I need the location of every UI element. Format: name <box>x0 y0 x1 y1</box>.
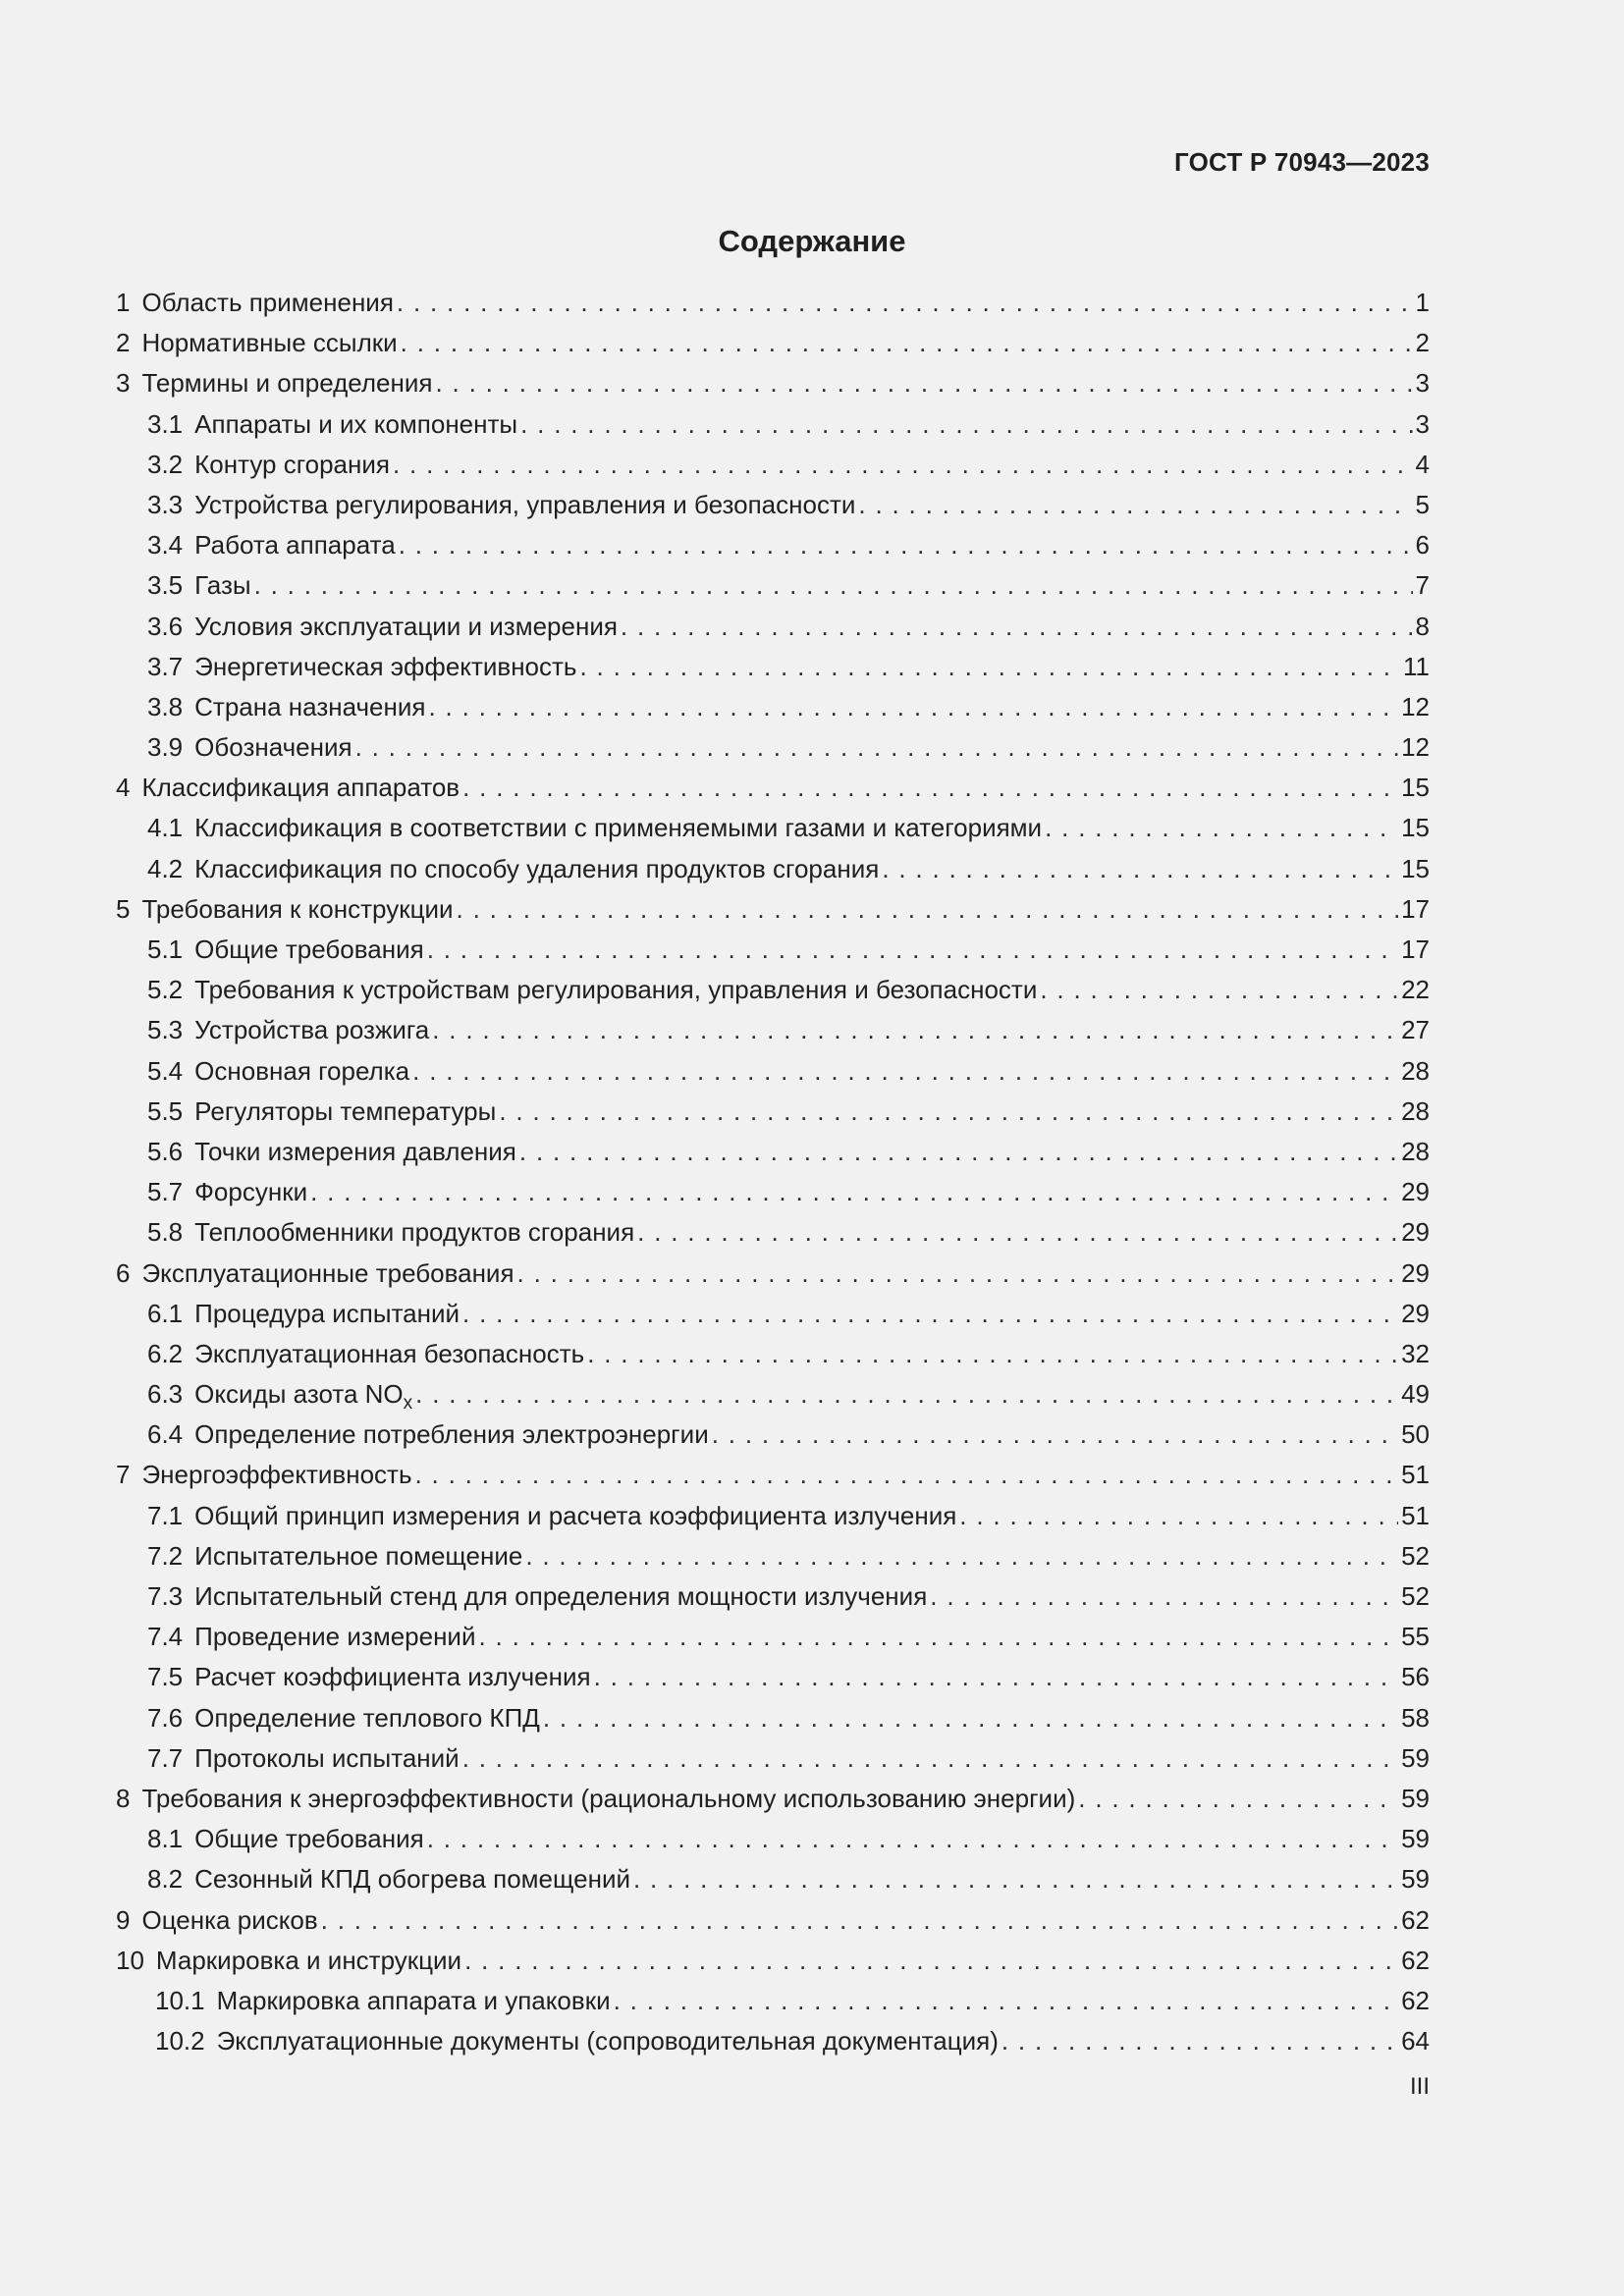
toc-entry[interactable] <box>116 1254 1430 1294</box>
toc-entry-title <box>194 727 352 768</box>
toc-entry[interactable] <box>116 727 1430 768</box>
toc-entry-page: 15 <box>1401 853 1430 883</box>
toc-entry-number: 4.2 <box>147 853 184 883</box>
toc-entry-title-text: Энергоэффективность <box>141 1460 412 1490</box>
toc-entry[interactable] <box>116 808 1430 848</box>
toc-entry-number: 6.4 <box>147 1419 184 1450</box>
toc-entry-number: 7.1 <box>147 1500 184 1530</box>
toc-entry[interactable] <box>116 323 1430 363</box>
toc-entry-title <box>141 889 453 930</box>
toc-entry[interactable] <box>116 1536 1430 1576</box>
toc-entry-number: 4.1 <box>147 813 184 843</box>
toc-entry-title <box>141 768 460 808</box>
toc-entry-title-text: Протоколы испытаний <box>194 1742 460 1773</box>
toc-dot-leader <box>401 323 1413 363</box>
toc-entry-number: 5.1 <box>147 934 184 964</box>
toc-dot-leader <box>427 930 1398 970</box>
toc-entry[interactable] <box>116 889 1430 930</box>
toc-entry-page: 29 <box>1401 1257 1430 1288</box>
toc-entry-page: 27 <box>1401 1015 1430 1045</box>
toc-entry-page: 15 <box>1401 773 1430 803</box>
toc-entry[interactable] <box>116 1010 1430 1050</box>
toc-entry[interactable] <box>116 930 1430 970</box>
toc-entry-title <box>194 1172 307 1212</box>
toc-entry-title <box>141 363 432 403</box>
toc-dot-leader <box>1078 1779 1398 1819</box>
toc-entry-page: 1 <box>1415 288 1430 317</box>
toc-entry-number: 5.6 <box>147 1136 184 1166</box>
toc-entry-number: 10 <box>116 1945 144 1975</box>
toc-entry[interactable] <box>116 525 1430 565</box>
toc-entry-title <box>194 1415 709 1455</box>
toc-entry-page: 55 <box>1401 1622 1430 1652</box>
toc-entry-title <box>194 485 855 525</box>
toc-entry-number: 3.7 <box>147 651 184 681</box>
toc-entry-number: 1 <box>116 288 131 317</box>
toc-entry[interactable] <box>116 607 1430 647</box>
toc-entry[interactable] <box>116 2021 1430 2061</box>
toc-entry-title-text: Аппараты и их компоненты <box>194 408 518 439</box>
toc-entry-page: 8 <box>1415 611 1430 641</box>
toc-entry-title-text: Требования к энергоэффективности (рациональному использованию энергии) <box>141 1783 1076 1813</box>
toc-entry-title <box>141 283 393 323</box>
toc-entry-number: 10.1 <box>155 1985 205 2015</box>
toc-entry-title <box>194 1617 475 1657</box>
toc-entry-title-text: Процедура испытаний <box>194 1298 460 1328</box>
toc-dot-leader <box>1045 808 1398 848</box>
toc-entry-title-text: Эксплуатационные документы (сопроводительная документация) <box>216 2026 999 2056</box>
toc-entry-page: 49 <box>1401 1379 1430 1410</box>
toc-entry-page: 28 <box>1401 1136 1430 1166</box>
toc-dot-leader <box>397 283 1413 323</box>
toc-entry-number: 5.7 <box>147 1177 184 1207</box>
toc-entry-number: 7.7 <box>147 1742 184 1773</box>
toc-entry-number: 3.5 <box>147 570 184 601</box>
toc-entry-number: 5.2 <box>147 975 184 1005</box>
toc-dot-leader <box>712 1415 1398 1455</box>
toc-entry-number: 3.9 <box>147 732 184 763</box>
toc-entry[interactable] <box>116 565 1430 606</box>
toc-dot-leader <box>399 525 1413 565</box>
toc-entry[interactable] <box>116 768 1430 808</box>
toc-entry-page: 12 <box>1401 732 1430 763</box>
toc-entry-title <box>141 323 397 363</box>
toc-entry-title-text: Контур сгорания <box>194 449 390 479</box>
toc-entry-page: 51 <box>1401 1460 1430 1490</box>
toc-dot-leader <box>428 687 1398 727</box>
toc-entry-page: 52 <box>1401 1540 1430 1571</box>
toc-entry[interactable] <box>116 1576 1430 1617</box>
toc-dot-leader <box>462 1294 1398 1334</box>
toc-entry-title <box>194 1092 496 1132</box>
toc-entry-title <box>194 1698 540 1738</box>
toc-entry-title-text: Обозначения <box>194 732 352 763</box>
toc-entry-title-text: Требования к конструкции <box>141 893 454 924</box>
toc-entry-page: 22 <box>1401 975 1430 1005</box>
toc-dot-leader <box>254 565 1413 606</box>
table-of-contents <box>116 283 1430 2061</box>
toc-entry-title-text: Оценка рисков <box>141 1904 318 1935</box>
toc-title: Содержание <box>718 224 906 258</box>
toc-entry-title-text: Условия эксплуатации и измерения <box>194 611 618 641</box>
toc-entry-title <box>194 607 618 647</box>
toc-entry[interactable] <box>116 1657 1430 1697</box>
toc-entry-number: 9 <box>116 1904 131 1935</box>
toc-dot-leader <box>930 1576 1398 1617</box>
toc-entry-page: 62 <box>1401 1945 1430 1975</box>
toc-entry-title <box>194 970 1037 1010</box>
toc-entry[interactable] <box>116 1092 1430 1132</box>
toc-entry-title-text: Определение потребления электроэнергии <box>194 1419 709 1450</box>
toc-entry-page: 59 <box>1401 1783 1430 1813</box>
toc-dot-leader <box>594 1657 1398 1697</box>
toc-entry[interactable] <box>116 1051 1430 1092</box>
toc-entry[interactable] <box>116 1415 1430 1455</box>
toc-entry-subscript: x <box>403 1393 413 1415</box>
toc-entry-title-text: Классификация по способу удаления продуктов сгорания <box>194 853 880 883</box>
toc-entry-title-text: Классификация аппаратов <box>141 773 460 803</box>
toc-entry-title <box>217 1981 611 2021</box>
toc-dot-leader <box>435 363 1412 403</box>
toc-entry-page: 64 <box>1401 2026 1430 2056</box>
toc-entry-number: 3 <box>116 368 131 399</box>
toc-entry-page: 58 <box>1401 1702 1430 1733</box>
toc-entry-number: 4 <box>116 773 131 803</box>
toc-entry-title <box>194 1010 429 1050</box>
toc-dot-leader <box>432 1010 1398 1050</box>
toc-entry-title <box>194 1374 412 1415</box>
toc-entry-number: 7.5 <box>147 1662 184 1692</box>
toc-entry-number: 3.1 <box>147 408 184 439</box>
toc-entry-page: 59 <box>1401 1742 1430 1773</box>
toc-entry-page: 29 <box>1401 1298 1430 1328</box>
toc-entry-number: 7.3 <box>147 1581 184 1611</box>
toc-entry[interactable] <box>116 1496 1430 1536</box>
toc-dot-leader <box>1040 970 1398 1010</box>
toc-entry-page: 32 <box>1401 1338 1430 1368</box>
toc-entry[interactable] <box>116 647 1430 687</box>
toc-entry-title-text: Точки измерения давления <box>194 1136 516 1166</box>
toc-entry-title <box>194 565 250 606</box>
toc-entry[interactable] <box>116 1859 1430 1899</box>
toc-entry-page: 29 <box>1401 1177 1430 1207</box>
toc-entry-number: 5.4 <box>147 1055 184 1086</box>
toc-entry-page: 59 <box>1401 1824 1430 1854</box>
toc-entry-page: 5 <box>1415 489 1430 519</box>
toc-entry-number: 8.2 <box>147 1864 184 1895</box>
toc-entry-title <box>194 1051 409 1092</box>
toc-entry-title-text: Работа аппарата <box>194 530 396 561</box>
toc-entry-page: 51 <box>1401 1500 1430 1530</box>
toc-entry-title <box>194 1334 584 1374</box>
toc-entry-number: 6.1 <box>147 1298 184 1328</box>
toc-entry-title <box>194 445 390 485</box>
toc-dot-leader <box>858 485 1412 525</box>
toc-entry-title <box>194 808 1042 848</box>
toc-entry-title <box>217 2021 999 2061</box>
toc-entry-title-text: Энергетическая эффективность <box>194 651 577 681</box>
toc-entry[interactable] <box>116 970 1430 1010</box>
toc-dot-leader <box>882 849 1398 889</box>
toc-entry[interactable] <box>116 1132 1430 1172</box>
toc-entry-title-text: Маркировка и инструкции <box>155 1945 462 1975</box>
toc-entry-number: 8 <box>116 1783 131 1813</box>
toc-entry-title-text: Эксплуатационные требования <box>141 1257 514 1288</box>
toc-entry[interactable] <box>116 1698 1430 1738</box>
toc-entry-number: 3.6 <box>147 611 184 641</box>
toc-entry-title-text: Регуляторы температуры <box>194 1095 497 1126</box>
toc-entry-number: 6 <box>116 1257 131 1288</box>
toc-entry[interactable] <box>116 1779 1430 1819</box>
toc-dot-leader <box>1001 2021 1398 2061</box>
toc-entry-title-text: Маркировка аппарата и упаковки <box>216 1985 611 2015</box>
toc-entry-number: 3.8 <box>147 691 184 721</box>
toc-entry[interactable] <box>116 1981 1430 2021</box>
toc-entry[interactable] <box>116 1374 1430 1415</box>
toc-entry[interactable] <box>116 1172 1430 1212</box>
toc-dot-leader <box>310 1172 1398 1212</box>
toc-entry-title-text: Общие требования <box>194 1824 424 1854</box>
toc-entry-title-text: Испытательное помещение <box>194 1540 523 1571</box>
toc-entry[interactable] <box>116 1738 1430 1779</box>
toc-dot-leader <box>321 1900 1398 1941</box>
toc-entry-title-text: Нормативные ссылки <box>141 328 398 358</box>
toc-entry[interactable] <box>116 1819 1430 1859</box>
toc-entry-title-text: Форсунки <box>194 1177 308 1207</box>
toc-entry-title <box>194 1738 460 1779</box>
toc-entry-title-text: Термины и определения <box>141 368 433 399</box>
toc-dot-leader <box>462 768 1398 808</box>
toc-dot-leader <box>525 1536 1398 1576</box>
toc-dot-leader <box>415 1455 1399 1495</box>
toc-entry-number: 5.5 <box>147 1095 184 1126</box>
toc-entry-title <box>194 1859 630 1899</box>
document-code: ГОСТ Р 70943—2023 <box>1174 147 1430 177</box>
toc-entry-page: 3 <box>1415 408 1430 439</box>
toc-entry-title-text: Общий принцип измерения и расчета коэффициента излучения <box>194 1500 957 1530</box>
toc-entry-title <box>141 1254 514 1294</box>
toc-entry-number: 7.2 <box>147 1540 184 1571</box>
toc-entry-title <box>194 1212 634 1253</box>
toc-entry-number: 3.3 <box>147 489 184 519</box>
toc-dot-leader <box>427 1819 1398 1859</box>
toc-entry-title <box>194 687 425 727</box>
toc-entry-title <box>194 1657 590 1697</box>
toc-entry-title-text: Оксиды азота NO <box>194 1379 404 1410</box>
toc-entry-page: 28 <box>1401 1095 1430 1126</box>
toc-entry-title <box>141 1455 411 1495</box>
toc-entry-page: 50 <box>1401 1419 1430 1450</box>
toc-entry-title <box>194 404 517 445</box>
toc-entry-number: 5.3 <box>147 1015 184 1045</box>
toc-entry[interactable] <box>116 1941 1430 1981</box>
toc-entry-title-text: Испытательный стенд для определения мощности излучения <box>194 1581 928 1611</box>
toc-entry-number: 8.1 <box>147 1824 184 1854</box>
toc-dot-leader <box>959 1496 1398 1536</box>
toc-entry-page: 62 <box>1401 1985 1430 2015</box>
toc-entry-title-text: Газы <box>194 570 251 601</box>
toc-entry-number: 10.2 <box>155 2026 205 2056</box>
toc-entry-number: 5 <box>116 893 131 924</box>
toc-entry[interactable] <box>116 1455 1430 1495</box>
toc-dot-leader <box>633 1859 1398 1899</box>
toc-dot-leader <box>614 1981 1398 2021</box>
toc-entry-title-text: Теплообменники продуктов сгорания <box>194 1217 635 1248</box>
toc-dot-leader <box>517 1254 1399 1294</box>
toc-entry-page: 2 <box>1415 328 1430 358</box>
toc-entry-page: 62 <box>1401 1904 1430 1935</box>
toc-dot-leader <box>621 607 1413 647</box>
toc-entry-page: 6 <box>1415 530 1430 561</box>
toc-entry[interactable] <box>116 283 1430 323</box>
toc-entry-page: 4 <box>1415 449 1430 479</box>
toc-dot-leader <box>464 1941 1398 1981</box>
toc-dot-leader <box>499 1092 1398 1132</box>
toc-entry-number: 5.8 <box>147 1217 184 1248</box>
toc-dot-leader <box>520 404 1412 445</box>
toc-entry-title-text: Общие требования <box>194 934 424 964</box>
toc-entry-page: 29 <box>1401 1217 1430 1248</box>
toc-entry-number: 3.2 <box>147 449 184 479</box>
toc-entry-page: 52 <box>1401 1581 1430 1611</box>
toc-entry-number: 7.6 <box>147 1702 184 1733</box>
toc-entry-title <box>194 1819 424 1859</box>
toc-entry-page: 56 <box>1401 1662 1430 1692</box>
toc-entry-number: 7.4 <box>147 1622 184 1652</box>
toc-entry-title <box>194 1576 927 1617</box>
toc-entry-title <box>194 525 396 565</box>
toc-entry-title-text: Требования к устройствам регулирования, управления и безопасности <box>194 975 1038 1005</box>
toc-entry-page: 12 <box>1401 691 1430 721</box>
toc-entry-title <box>194 1294 460 1334</box>
toc-dot-leader <box>355 727 1399 768</box>
toc-entry-title <box>194 930 424 970</box>
toc-dot-leader <box>462 1738 1398 1779</box>
toc-entry[interactable] <box>116 404 1430 445</box>
toc-dot-leader <box>587 1334 1398 1374</box>
toc-entry-page: 59 <box>1401 1864 1430 1895</box>
toc-dot-leader <box>412 1051 1398 1092</box>
toc-dot-leader <box>579 647 1400 687</box>
toc-entry-title <box>194 1536 522 1576</box>
toc-entry-page: 15 <box>1401 813 1430 843</box>
toc-entry[interactable] <box>116 849 1430 889</box>
toc-entry-title <box>141 1779 1075 1819</box>
toc-entry-number: 7 <box>116 1460 131 1490</box>
toc-entry-title-text: Устройства розжига <box>194 1015 430 1045</box>
toc-entry-title <box>194 849 879 889</box>
toc-entry-title-text: Область применения <box>141 288 394 317</box>
toc-entry-number: 2 <box>116 328 131 358</box>
toc-dot-leader <box>478 1617 1398 1657</box>
toc-entry-title <box>194 647 576 687</box>
toc-entry-page: 17 <box>1401 934 1430 964</box>
toc-dot-leader <box>637 1212 1398 1253</box>
page-number: III <box>1409 2073 1430 2100</box>
toc-entry-title-text: Проведение измерений <box>194 1622 476 1652</box>
toc-entry-title-text: Сезонный КПД обогрева помещений <box>194 1864 630 1895</box>
toc-dot-leader <box>543 1698 1398 1738</box>
toc-entry-title-text: Расчет коэффициента излучения <box>194 1662 591 1692</box>
toc-entry[interactable] <box>116 1617 1430 1657</box>
toc-entry-number: 6.2 <box>147 1338 184 1368</box>
toc-entry[interactable] <box>116 445 1430 485</box>
toc-entry-page: 28 <box>1401 1055 1430 1086</box>
toc-entry-number: 6.3 <box>147 1379 184 1410</box>
toc-entry-title-text: Устройства регулирования, управления и безопасности <box>194 489 856 519</box>
toc-entry-title-text: Основная горелка <box>194 1055 410 1086</box>
toc-entry[interactable] <box>116 687 1430 727</box>
toc-entry[interactable] <box>116 1334 1430 1374</box>
toc-dot-leader <box>393 445 1413 485</box>
toc-entry-number: 3.4 <box>147 530 184 561</box>
toc-entry-title <box>156 1941 461 1981</box>
toc-dot-leader <box>415 1374 1398 1415</box>
toc-entry-title-text: Определение теплового КПД <box>194 1702 540 1733</box>
toc-dot-leader <box>457 889 1399 930</box>
toc-entry[interactable] <box>116 1212 1430 1253</box>
toc-entry-page: 3 <box>1415 368 1430 399</box>
toc-entry[interactable] <box>116 485 1430 525</box>
toc-entry-page: 11 <box>1403 651 1430 681</box>
toc-entry-page: 7 <box>1415 570 1430 601</box>
toc-entry[interactable] <box>116 1900 1430 1941</box>
toc-entry-title <box>194 1496 956 1536</box>
toc-dot-leader <box>519 1132 1398 1172</box>
toc-entry-page: 17 <box>1401 893 1430 924</box>
toc-entry-title-text: Страна назначения <box>194 691 426 721</box>
toc-entry[interactable] <box>116 363 1430 403</box>
toc-entry-title <box>194 1132 516 1172</box>
toc-entry-title-text: Классификация в соответствии с применяемыми газами и категориями <box>194 813 1043 843</box>
toc-entry-title-text: Эксплуатационная безопасность <box>194 1338 585 1368</box>
toc-entry-title <box>141 1900 317 1941</box>
toc-entry[interactable] <box>116 1294 1430 1334</box>
